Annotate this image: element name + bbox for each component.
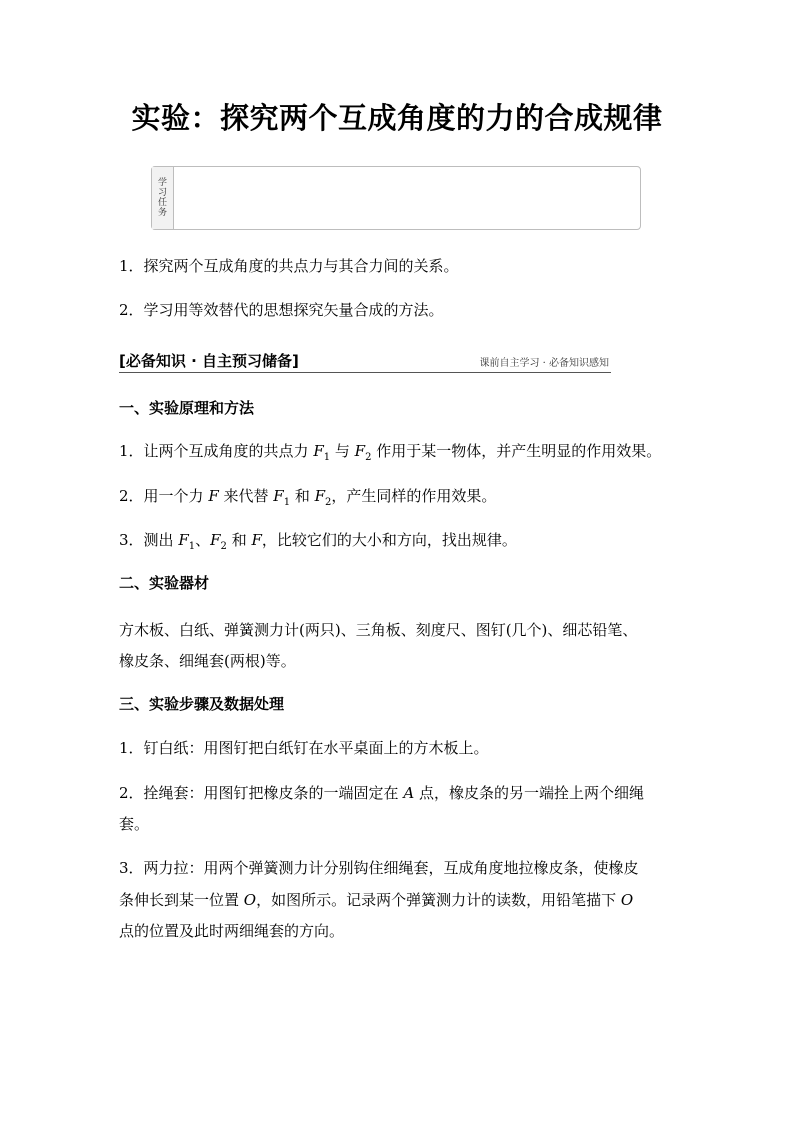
principle-item-2: 2．用一个力 F 来代替 $F_1$ 和 $F_2$，产生同样的作用效果。 — [119, 487, 497, 508]
step-3-line-3: 点的位置及此时两细绳套的方向。 — [119, 922, 345, 940]
step-2-line-2: 套。 — [119, 815, 150, 833]
goal-1: 1．探究两个互成角度的共点力与其合力间的关系。 — [119, 257, 459, 275]
learning-task-label: 学习任务 — [152, 167, 174, 229]
equipment-line-1: 方木板、白纸、弹簧测力计(两只)、三角板、刻度尺、图钉(几个)、细芯铅笔、 — [119, 621, 638, 639]
page-title: 实验：探究两个互成角度的力的合成规律 — [131, 101, 663, 135]
goal-2: 2．学习用等效替代的思想探究矢量合成的方法。 — [119, 301, 444, 319]
step-3-line-1: 3．两力拉：用两个弹簧测力计分别钩住细绳套，互成角度地拉橡皮条，使橡皮 — [119, 859, 639, 877]
heading-equipment: 二、实验器材 — [119, 574, 210, 592]
section-bar-subtitle: 课前自主学习 · 必备知识感知 — [479, 358, 609, 369]
principle-item-3: 3．测出 $F_1$、$F_2$ 和 F，比较它们的大小和方向，找出规律。 — [119, 531, 517, 552]
section-bar-title: [必备知识 · 自主预习储备] — [119, 352, 299, 370]
heading-principle: 一、实验原理和方法 — [119, 399, 255, 417]
step-3-line-2: 条伸长到某一位置 O，如图所示。记录两个弹簧测力计的读数，用铅笔描下 O — [119, 891, 634, 909]
equipment-line-2: 橡皮条、细绳套(两根)等。 — [119, 652, 296, 670]
section-bar — [119, 350, 611, 373]
step-2-line-1: 2．拴绳套：用图钉把橡皮条的一端固定在 A 点，橡皮条的另一端拴上两个细绳 — [119, 784, 644, 802]
principle-item-1: 1．让两个互成角度的共点力 $F_1$ 与 $F_2$ 作用于某一物体，并产生明显的作用效果。 — [119, 442, 662, 463]
step-1: 1．钉白纸：用图钉把白纸钉在水平桌面上的方木板上。 — [119, 739, 489, 757]
heading-steps: 三、实验步骤及数据处理 — [119, 695, 285, 713]
learning-task-box — [151, 166, 641, 230]
